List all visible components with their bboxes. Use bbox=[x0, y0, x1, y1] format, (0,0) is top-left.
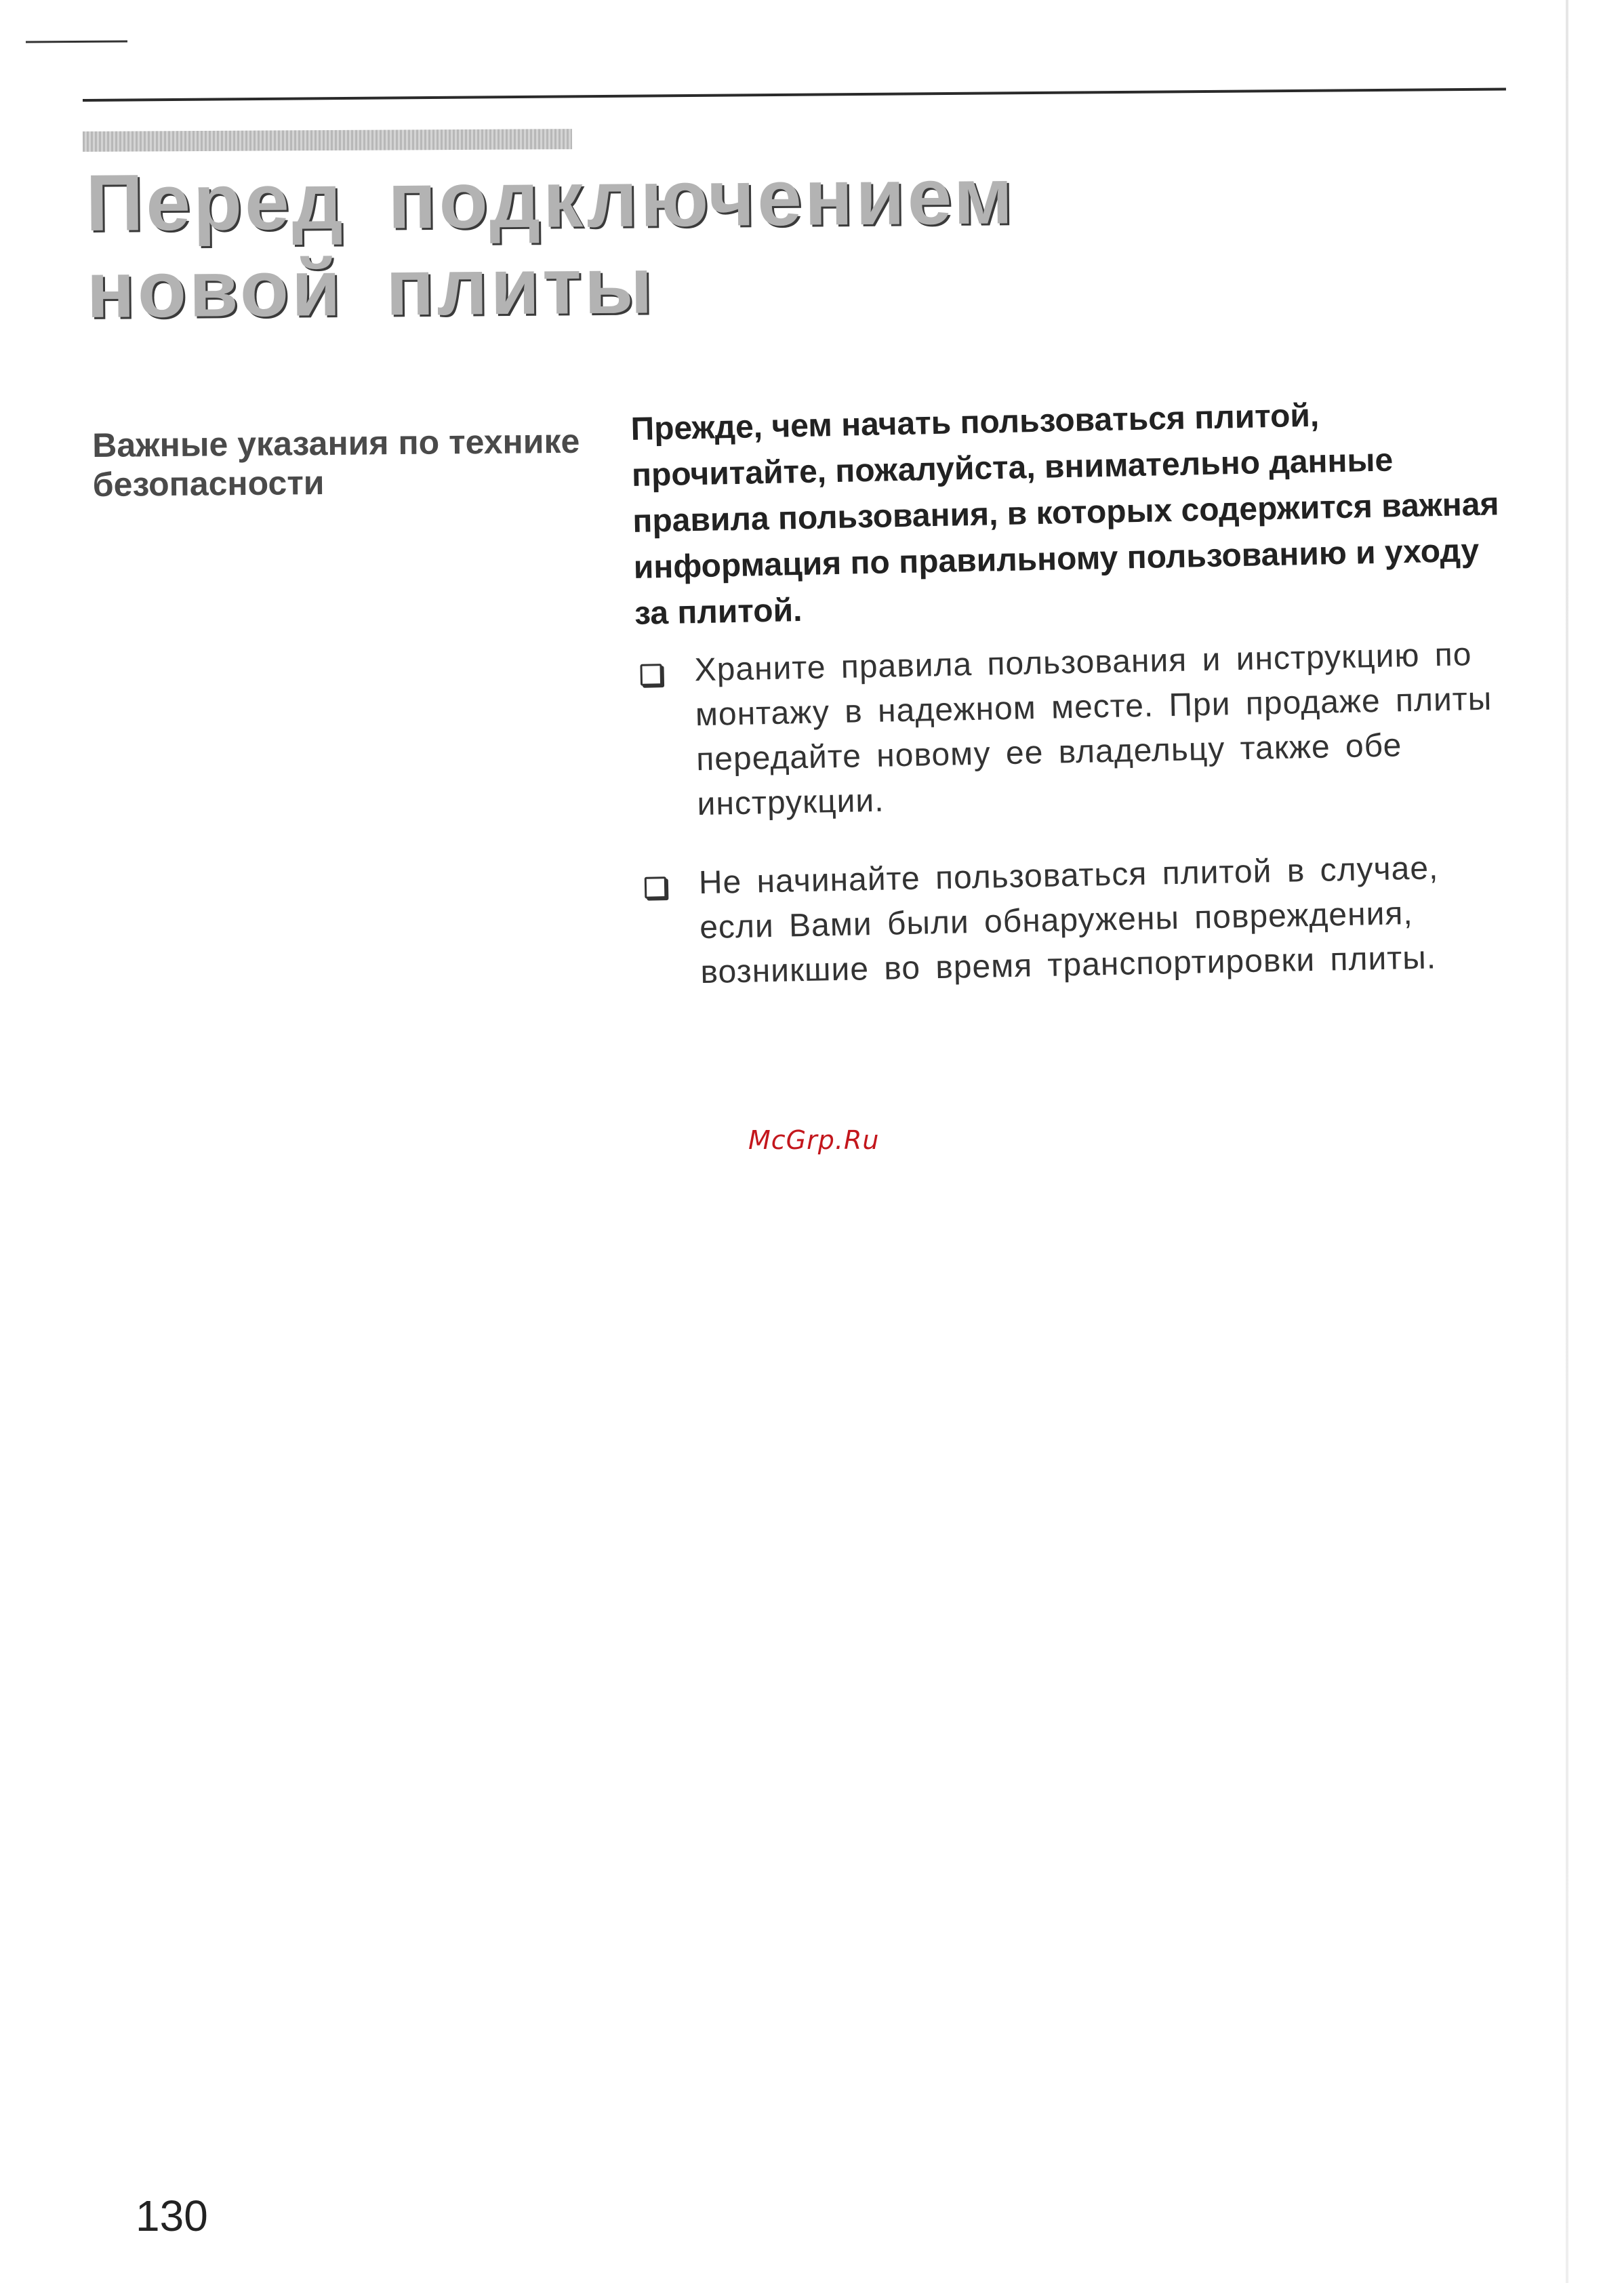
list-item-text: Не начинайте пользоваться плитой в случае, если Вами были обнаружены повреждения, возникшие во время транспортировки плиты. bbox=[698, 850, 1439, 991]
checkbox-icon bbox=[640, 664, 662, 686]
top-rule bbox=[83, 88, 1506, 102]
page-title-line-2: новой плиты bbox=[85, 241, 656, 335]
page-title bbox=[85, 151, 1239, 334]
list-item bbox=[634, 632, 1519, 828]
scan-edge bbox=[1566, 0, 1568, 2283]
page-title-line-1: Перед подключением bbox=[85, 151, 1016, 248]
scan-artifact bbox=[26, 40, 127, 43]
header-band bbox=[83, 129, 572, 152]
intro-paragraph: Прежде, чем начать пользоваться плитой, прочитайте, пожалуйста, внимательно данные правила пользования, в которых содержится важная информация по правильному пользованию и уходу за плитой. bbox=[630, 397, 1499, 632]
list-item bbox=[638, 845, 1522, 996]
watermark: McGrp.Ru bbox=[748, 1125, 880, 1155]
checkbox-icon bbox=[645, 876, 667, 899]
section-heading: Важные указания по технике безопасности bbox=[92, 422, 580, 504]
list-item-text: Храните правила пользования и инструкцию по монтажу в надежном месте. При продаже плиты передайте новому ее владельцу также обе инструкции. bbox=[694, 637, 1493, 823]
safety-list bbox=[634, 632, 1523, 1030]
page-number: 130 bbox=[136, 2191, 208, 2240]
